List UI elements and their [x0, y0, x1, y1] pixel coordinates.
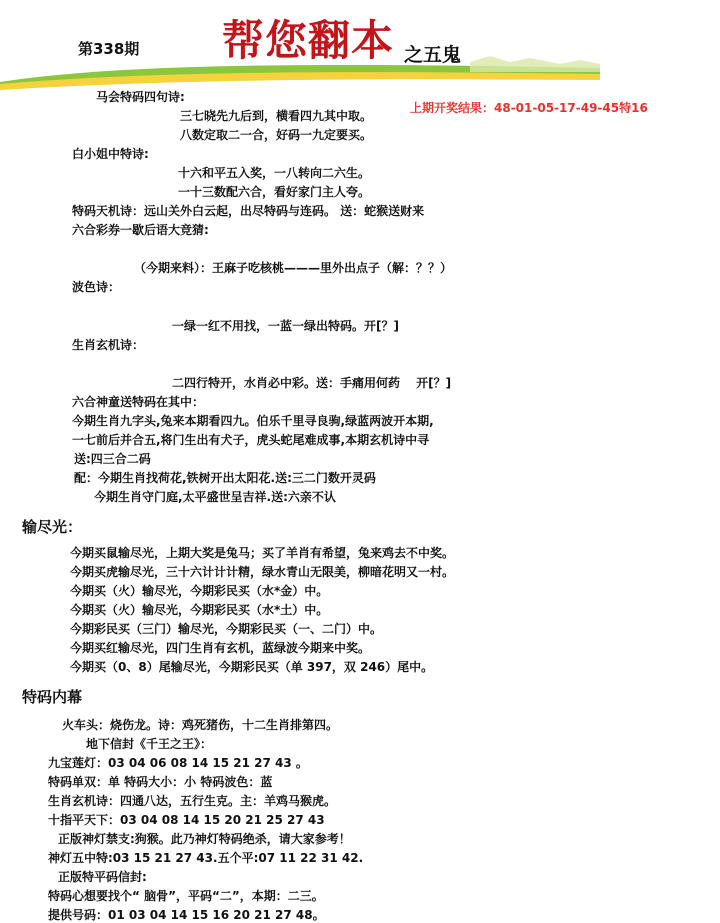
text-line: 一绿一红不用找，一蓝一绿出特码。开[？]: [172, 319, 399, 333]
text-line: 生肖玄机诗：: [72, 338, 145, 352]
issue-number: 第338期: [78, 40, 140, 58]
text-line: 十指平天下：03 04 08 14 15 20 21 25 27 43: [48, 813, 325, 827]
text-line: 今期买虎输尽光，三十六计计计精，绿水青山无限美，柳暗花明又一村。: [70, 565, 455, 579]
text-line: 今期彩民买（三门）输尽光，今期彩民买（一、二门）中。: [70, 622, 383, 636]
text-line: 今期买红输尽光，四门生肖有玄机，蓝绿波今期来中奖。: [70, 641, 371, 655]
text-line: 今期买鼠输尽光，上期大奖是兔马；买了羊肖有希望，兔来鸡去不中奖。: [70, 546, 455, 560]
text-line: 配：今期生肖找荷花,铁树开出太阳花.送:三二门数开灵码: [74, 471, 376, 485]
logo-subtitle: 之五鬼: [404, 44, 462, 66]
text-line: 提供号码：01 03 04 14 15 16 20 21 27 48。: [48, 908, 325, 922]
text-line: 地下信封《千王之王》：: [86, 737, 213, 751]
text-line: 六合神童送特码在其中：: [72, 395, 205, 409]
section-title: 输尽光：: [22, 518, 83, 536]
text-line: 今期生肖九字头,兔来本期看四九。伯乐千里寻良驹,绿蓝两波开本期,: [72, 414, 434, 428]
poem-line: 十六和平五入奖，一八转向二六生。: [178, 166, 371, 180]
text-line: 波色诗：: [72, 280, 121, 294]
section-title: 特码内幕: [22, 688, 83, 706]
text-line: 今期买（火）输尽光，今期彩民买（水*金）中。: [70, 584, 329, 598]
text-line: 正版特平码信封:: [58, 870, 147, 884]
text-line: 特码天机诗：远山关外白云起，出尽特码与连码。 送：蛇猴送财来: [72, 204, 425, 218]
poem-line: 一十三数配六合，看好家门主人夸。: [178, 185, 371, 199]
poem-title: 马会特码四句诗:: [96, 90, 185, 104]
text-line: 今期生肖守门庭,太平盛世呈吉祥.送:六亲不认: [94, 490, 336, 504]
last-result: 上期开奖结果：48-01-05-17-49-45特16: [410, 101, 648, 115]
text-line: 二四行特开，水肖必中彩。送：手痛用何药 开[？]: [172, 376, 452, 390]
text-line: 今期买（0、8）尾输尽光，今期彩民买（单 397，双 246）尾中。: [70, 660, 434, 674]
text-line: 火车头：烧伤龙。诗：鸡死猪伤，十二生肖排第四。: [62, 718, 339, 732]
text-line: 今期买（火）输尽光，今期彩民买（水*土）中。: [70, 603, 329, 617]
text-line: 送:四三合二码: [74, 452, 151, 466]
poem-line: 八数定取二一合，好码一九定要买。: [180, 128, 373, 142]
text-line: 正版神灯禁支:狗猴。此乃神灯特码绝杀，请大家参考！: [58, 832, 351, 846]
text-line: 特码心想要找个“ 脑骨”，平码“二”，本期：二三。: [48, 889, 324, 903]
text-line: （今期来料）：王麻子吃核桃———里外出点子（解：？？）: [134, 261, 453, 275]
text-line: 一七前后并合五,将门生出有犬子，虎头蛇尾难成事,本期玄机诗中寻: [72, 433, 430, 447]
poem-line: 三七晓先九后到，横看四九其中取。: [180, 109, 373, 123]
text-line: 六合彩券一歇后语大竞猜:: [72, 223, 209, 237]
text-line: 生肖玄机诗：四通八达，五行生克。主：羊鸡马猴虎。: [48, 794, 337, 808]
text-line: 九宝莲灯：03 04 06 08 14 15 21 27 43 。: [48, 756, 308, 770]
text-line: 特码单双：单 特码大小：小 特码波色：蓝: [48, 775, 273, 789]
poem-title: 白小姐中特诗:: [72, 147, 149, 161]
text-line: 神灯五中特:03 15 21 27 43.五个平:07 11 22 31 42.: [48, 851, 364, 865]
logo-title: 帮您翻本: [222, 16, 395, 65]
